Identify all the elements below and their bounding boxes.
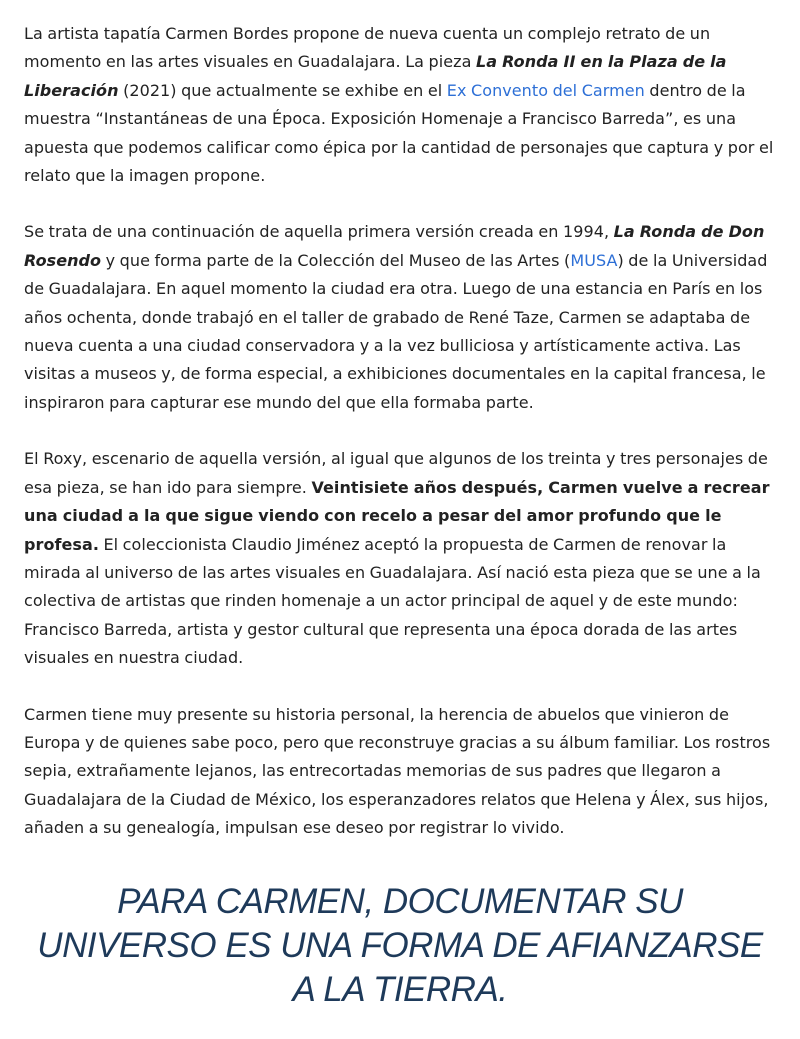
paragraph-2-text-b: y que forma parte de la Colección del Museo de las Artes ( [101, 250, 571, 270]
paragraph-4: Carmen tiene muy presente su historia personal, la herencia de abuelos que vinieron de Europa y de quienes sabe poco, pero que reconstruye gracias a su álbum familiar. Los rostros sepia, extrañamente lejanos, las entrecortadas memorias de sus padres que llegaron a Guadalajara de la Ciudad de México, los esperanzadores relatos que Helena y Álex, sus hijos, añaden a su genealogía, impulsan ese deseo por registrar lo vivido. [24, 704, 771, 838]
paragraph-1-text-a: La artista tapatía Carmen Bordes propone de nueva cuenta un complejo retrato de un momento en las artes visuales en Guadalajara. La pieza [24, 24, 711, 72]
paragraph-3-text-a: El Roxy, escenario de aquella versión, al igual que algunos de los treinta y tres personajes de esa pieza, se han ido para siempre. [24, 449, 768, 497]
paragraph-1 [24, 20, 776, 190]
pull-quote-line-1: PARA CARMEN, DOCUMENTAR SU [117, 882, 683, 921]
paragraph-2-text-a: Se trata de una continuación de aquella primera versión creada en 1994, [24, 222, 614, 242]
paragraph-3 [24, 445, 776, 672]
pull-quote [0, 880, 800, 1012]
artwork-title-ronda-ii: La Ronda II en la Plaza de la Liberación [24, 52, 727, 100]
ex-convento-link[interactable]: Ex Convento del Carmen [446, 80, 645, 100]
pull-quote-line-2: UNIVERSO ES UNA FORMA DE AFIANZARSE [37, 926, 763, 965]
artwork-title-don-rosendo: La Ronda de Don Rosendo [24, 222, 765, 270]
paragraph-3-highlight: Veintisiete años después, Carmen vuelve a recrear una ciudad a la que sigue viendo con recelo a pesar del amor profundo que le profesa. [24, 477, 770, 554]
musa-link[interactable]: MUSA [570, 250, 618, 270]
paragraph-1-text-c: dentro de la muestra “Instantáneas de una Época. Exposición Homenaje a Francisco Barreda”, es una apuesta que podemos calificar como épica por la cantidad de personajes que captura y por el relato que la imagen propone. [24, 80, 774, 186]
paragraph-1-text-b: (2021) que actualmente se exhibe en el [118, 80, 447, 100]
paragraph-2-text-c: ) de la Universidad de Guadalajara. En aquel momento la ciudad era otra. Luego de una estancia en París en los años ochenta, donde trabajó en el taller de grabado de René Taze, Carmen se adaptaba de nueva cuenta a una ciudad conservadora y a la vez bulliciosa y artísticamente activa. Las visitas a museos y, de forma especial, a exhibiciones documentales en la capital francesa, le inspiraron para capturar ese mundo del que ella formaba parte. [24, 250, 768, 412]
pull-quote-line-3: A LA TIERRA. [292, 970, 508, 1009]
paragraph-2 [24, 218, 776, 417]
paragraph-3-text-b: El coleccionista Claudio Jiménez aceptó la propuesta de Carmen de renovar la mirada al universo de las artes visuales en Guadalajara. Así nació esta pieza que se une a la colectiva de artistas que rinden homenaje a un actor principal de aquel y de este mundo: Francisco Barreda, artista y gestor cultural que representa una época dorada de las artes visuales en nuestra ciudad. [24, 534, 761, 668]
